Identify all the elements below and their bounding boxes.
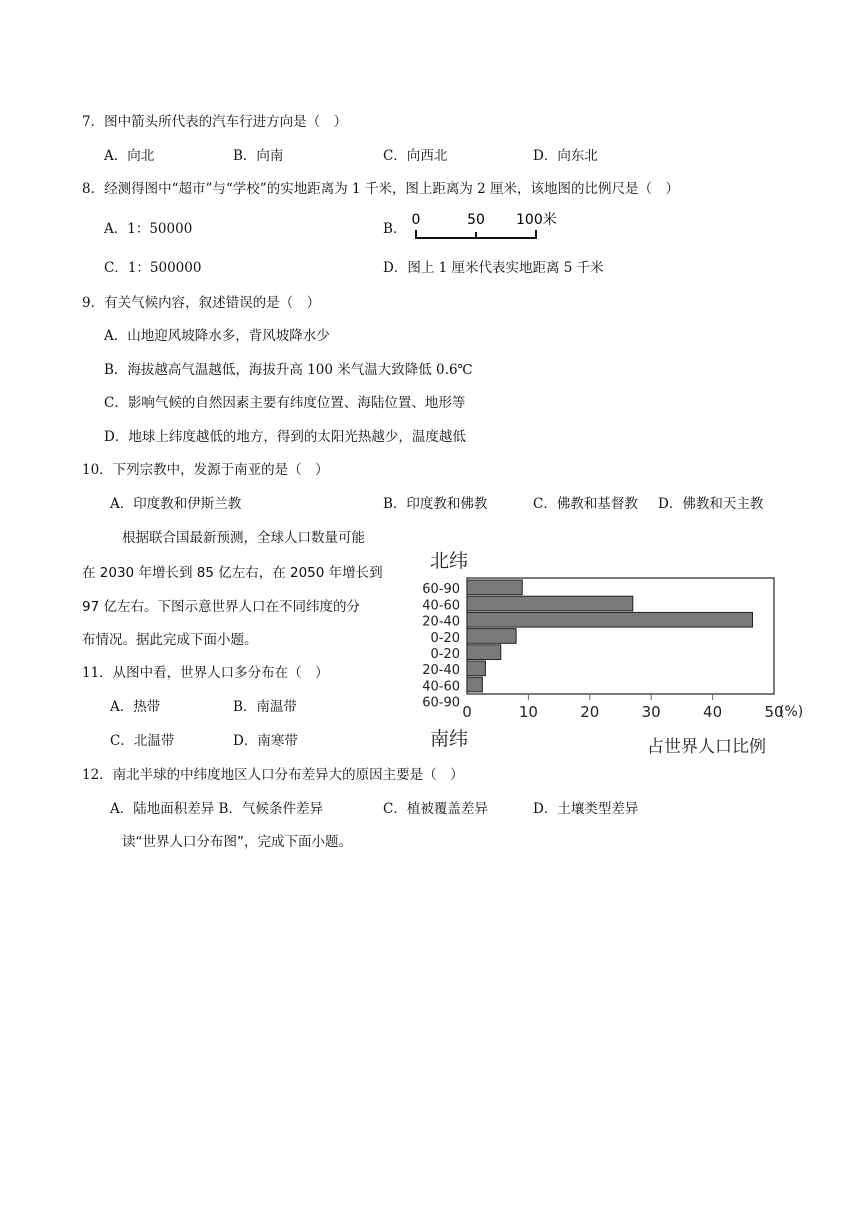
q10-stem: 10．下列宗教中，发源于南亚的是（ ） [82,462,329,478]
q7-option-a: A．向北 [104,148,155,164]
passage-line-3: 97 亿左右。下图示意世界人口在不同纬度的分 [82,599,360,615]
scale-bar-100: 100米 [516,212,557,228]
chart-x-tick-label-1: 10 [518,703,538,721]
q12-option-d: D．土壤类型差异 [533,801,639,817]
q11-option-c: C．北温带 [110,733,175,749]
chart-south-label: 南纬 [430,728,469,750]
population-latitude-chart [410,540,830,765]
chart-y-label-6: 40-60 [422,679,460,695]
scale-bar-50: 50 [467,212,485,228]
q12-option-c: C．植被覆盖差异 [383,801,488,817]
chart-x-tick-label-0: 0 [462,703,472,721]
chart-x-tick-label-3: 30 [641,703,661,721]
passage-line-1: 根据联合国最新预测，全球人口数量可能 [122,530,365,546]
q10-option-d: D．佛教和天主教 [658,496,764,512]
q8-stem: 8．经测得图中“超市”与“学校”的实地距离为 1 千米，图上距离为 2 厘米，该地图的比例尺是（ ） [82,181,680,197]
q9-option-b: B．海拔越高气温越低，海拔升高 100 米气温大致降低 0.6℃ [104,362,473,378]
q8-option-d: D．图上 1 厘米代表实地距离 5 千米 [383,260,604,276]
chart-y-label-7: 60-90 [422,695,460,711]
q12-option-ab: A．陆地面积差异 B．气候条件差异 [110,801,323,817]
q7-option-d: D．向东北 [533,148,598,164]
q7-stem: 7．图中箭头所代表的汽车行进方向是（ ） [82,114,348,130]
q10-option-c: C．佛教和基督教 [533,496,638,512]
chart-x-tick-label-4: 40 [703,703,723,721]
q9-option-c: C．影响气候的自然因素主要有纬度位置、海陆位置、地形等 [104,395,466,411]
q7-option-b: B．向南 [233,148,284,164]
chart-bar-1 [467,596,633,611]
q8-option-c: C．1：500000 [104,260,202,276]
scale-bar-0: 0 [411,212,421,228]
chart-x-tick-label-5: 50 [764,703,784,721]
chart-north-label: 北纬 [430,550,469,572]
chart-y-label-5: 20-40 [422,663,460,679]
q10-option-b: B．印度教和佛教 [383,496,488,512]
q11-option-d: D．南寒带 [233,733,298,749]
chart-bar-6 [467,677,482,692]
chart-bar-2 [467,612,753,627]
chart-y-label-3: 0-20 [430,630,460,646]
q8-option-b-label: B． [383,221,407,237]
q7-option-c: C．向西北 [383,148,448,164]
chart-bar-5 [467,661,485,676]
chart-x-tick-label-2: 20 [580,703,600,721]
q10-option-a: A．印度教和伊斯兰教 [110,496,242,512]
scale-bar [408,208,558,244]
q11-option-a: A．热带 [110,699,161,715]
chart-x-label: 占世界人口比例 [647,737,766,757]
chart-y-label-0: 60-90 [422,582,460,598]
chart-y-label-2: 20-40 [422,614,460,630]
chart-y-label-4: 0-20 [430,647,460,662]
chart-bar-0 [467,580,522,595]
q9-stem: 9．有关气候内容，叙述错误的是（ ） [82,295,321,311]
q9-option-d: D．地球上纬度越低的地方，得到的太阳光热越少，温度越低 [104,429,466,445]
q8-option-a: A．1：50000 [104,221,193,237]
q11-stem: 11．从图中看，世界人口多分布在（ ） [82,665,329,681]
q9-option-a: A．山地迎风坡降水多，背风坡降水少 [104,328,330,344]
passage-line-4: 布情况。据此完成下面小题。 [82,632,258,648]
q11-option-b: B．南温带 [233,699,297,715]
chart-bar-4 [467,645,501,660]
chart-x-unit: (%) [779,704,804,720]
footer-instruction: 读“世界人口分布图”，完成下面小题。 [122,834,352,850]
chart-y-label-1: 40-60 [422,598,460,614]
q12-stem: 12．南北半球的中纬度地区人口分布差异大的原因主要是（ ） [82,767,464,783]
passage-line-2: 在 2030 年增长到 85 亿左右，在 2050 年增长到 [82,565,383,581]
chart-bar-3 [467,629,516,644]
